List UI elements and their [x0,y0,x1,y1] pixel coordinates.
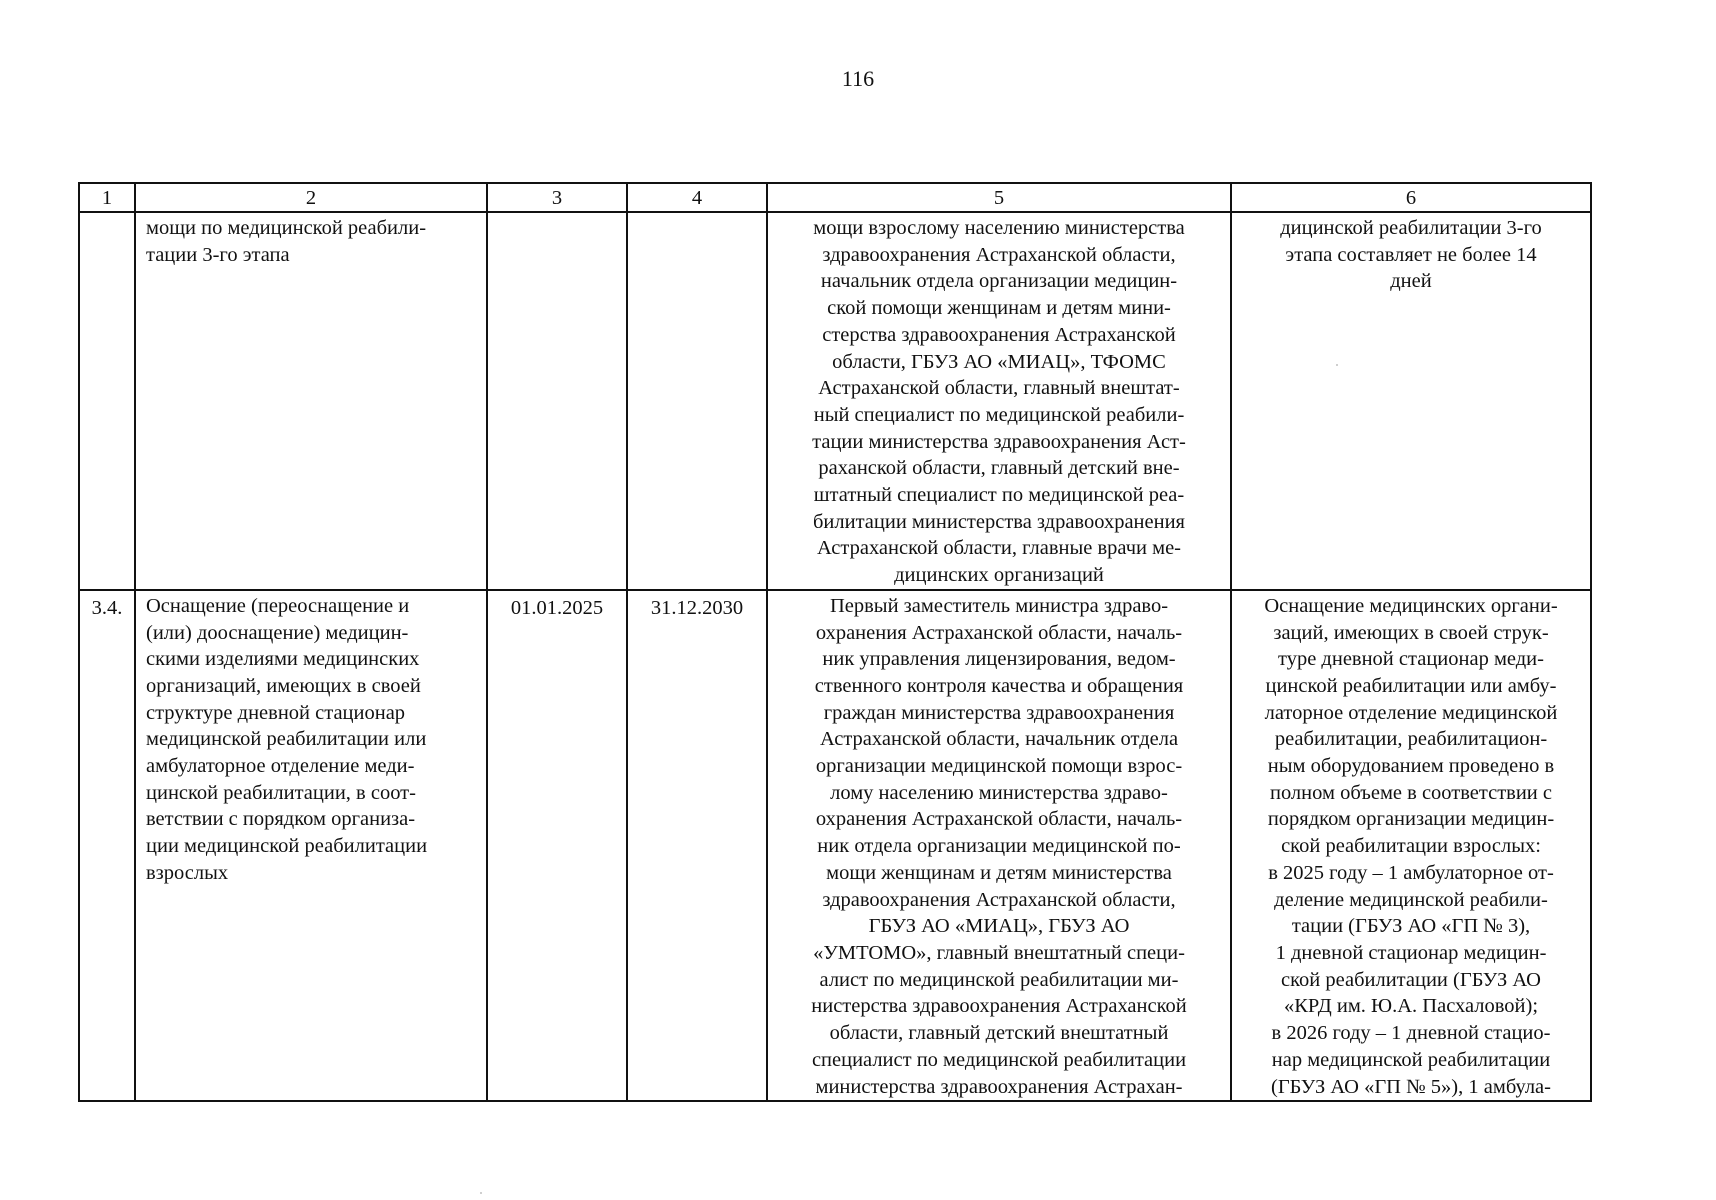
row-number-cell [79,212,135,590]
column-header-6: 6 [1231,183,1591,212]
responsible-cell: мощи взрослому населению министерства здравоохранения Астраханской области, начальник отдела организации медицин- ской помощи женщинам и детям мини- стерства здравоохранения Астраханской области, ГБУЗ АО «МИАЦ», ТФОМС Астраханской области, главный внештат- ный специалист по медицинской реабили- тации министерства здравоохранения Аст- раханской области, главный детский вне- штатный специалист по медицинской реа- билитации министерства здравоохранения Астраханской области, главные врачи ме- дицинских организаций [767,212,1231,590]
column-header-2: 2 [135,183,487,212]
end-date-cell [627,212,767,590]
start-date-cell: 01.01.2025 [487,590,627,1101]
result-cell: Оснащение медицинских органи- заций, имеющих в своей струк- туре дневной стационар меди- цинской реабилитации или амбу- латорное отделение медицинской реабилитации, реабилитацион- ным оборудованием проведено в полном объеме в соответствии с порядком организации медицин- ской реабилитации взрослых: в 2025 году – 1 амбулаторное от- деление медицинской реабили- тации (ГБУЗ АО «ГП № 3), 1 дневной стационар медицин- ской реабилитации (ГБУЗ АО «КРД им. Ю.А. Пасхаловой); в 2026 году – 1 дневной стацио- нар медицинской реабилитации (ГБУЗ АО «ГП № 5»), 1 амбула- [1231,590,1591,1101]
table-header-row [79,183,1591,212]
result-cell: дицинской реабилитации 3-го этапа составляет не более 14 дней [1231,212,1591,590]
measure-name-cell: мощи по медицинской реабили- тации 3-го этапа [135,212,487,590]
measures-table [78,182,1592,1102]
column-header-3: 3 [487,183,627,212]
column-header-5: 5 [767,183,1231,212]
table-row-continued [79,212,1591,590]
row-number-cell: 3.4. [79,590,135,1101]
responsible-cell: Первый заместитель министра здраво- охранения Астраханской области, началь- ник управления лицензирования, ведом- ственного контроля качества и обращения граждан министерства здравоохранения Астраханской области, начальник отдела организации медицинской помощи взрос- лому населению министерства здраво- охранения Астраханской области, началь- ник отдела организации медицинской по- мощи женщинам и детям министерства здравоохранения Астраханской области, ГБУЗ АО «МИАЦ», ГБУЗ АО «УМТОМО», главный внештатный специ- алист по медицинской реабилитации ми- нистерства здравоохранения Астраханской области, главный детский внештатный специалист по медицинской реабилитации министерства здравоохранения Астрахан- [767,590,1231,1101]
column-header-4: 4 [627,183,767,212]
table-row-3-4 [79,590,1591,1101]
start-date-cell [487,212,627,590]
end-date-cell: 31.12.2030 [627,590,767,1101]
scan-speck [1336,364,1338,366]
measure-name-cell: Оснащение (переоснащение и (или) дооснащение) медицин- скими изделиями медицинских организаций, имеющих в своей структуре дневной стационар медицинской реабилитации или амбулаторное отделение меди- цинской реабилитации, в соот- ветствии с порядком организа- ции медицинской реабилитации взрослых [135,590,487,1101]
column-header-1: 1 [79,183,135,212]
scan-speck [480,1192,482,1194]
page-number: 116 [841,66,875,91]
